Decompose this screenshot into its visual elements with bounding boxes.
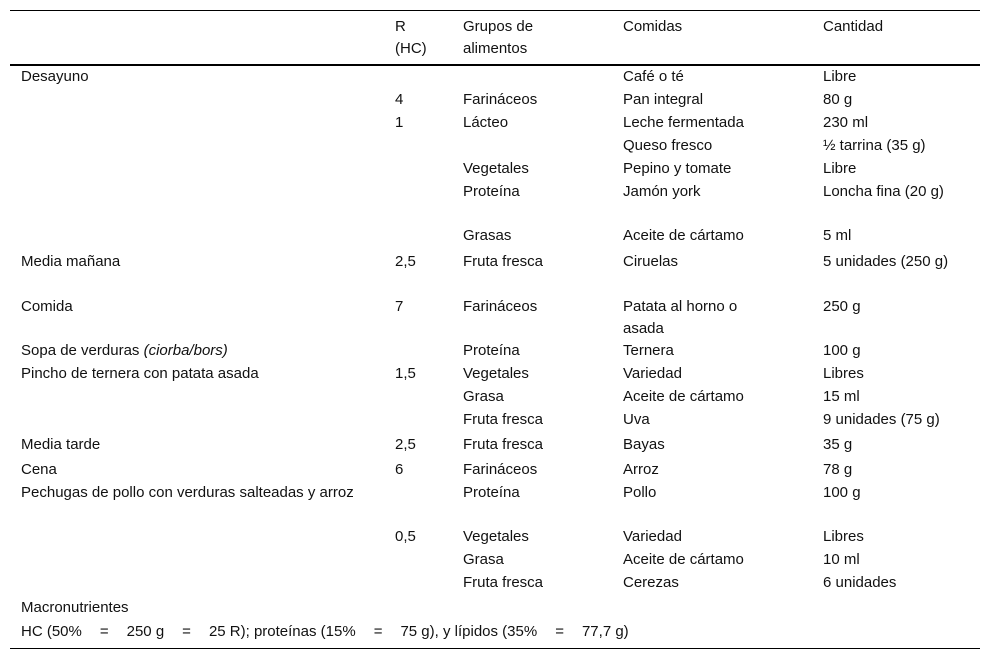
row-comida: Cerezas	[623, 574, 679, 591]
row-grupo: Fruta fresca	[463, 436, 544, 453]
header-r	[395, 16, 427, 60]
row-grupo: Proteína	[463, 342, 520, 359]
row-desc	[21, 340, 228, 362]
row-cantidad: Libres	[823, 365, 864, 382]
row-r: 1,5	[395, 365, 416, 382]
row-comida: Ternera	[623, 342, 674, 359]
row-r: 4	[395, 91, 404, 108]
row-grupo: Vegetales	[463, 160, 529, 177]
row-grupo: Fruta fresca	[463, 253, 544, 270]
row-grupo: Proteína	[463, 183, 520, 200]
row-desc-plain: Sopa de verduras	[21, 342, 144, 359]
row-cantidad: 9 unidades (75 g)	[823, 411, 940, 428]
row-grupo: Proteína	[463, 484, 520, 501]
row-comida: Pan integral	[623, 91, 704, 108]
row-cantidad: 5 unidades (250 g)	[823, 253, 949, 270]
header-cantidad: Cantidad	[823, 18, 884, 35]
row-desc: Media tarde	[21, 436, 101, 453]
table-top-rule	[10, 10, 980, 11]
row-comida: Variedad	[623, 365, 682, 382]
row-grupo: Vegetales	[463, 365, 529, 382]
row-comida: Arroz	[623, 461, 659, 478]
row-cantidad: 5 ml	[823, 227, 852, 244]
footer-eq: =	[182, 623, 191, 640]
row-desc: Comida	[21, 298, 73, 315]
row-grupo: Farináceos	[463, 461, 538, 478]
row-grupo: Lácteo	[463, 114, 509, 131]
row-comida: Aceite de cártamo	[623, 388, 744, 405]
footer-proteinas: 25 R); proteínas (15%	[208, 623, 356, 640]
header-grupos-line1: Grupos de	[463, 18, 534, 35]
row-grupo: Grasas	[463, 227, 512, 244]
header-grupos	[463, 16, 533, 60]
header-comidas: Comidas	[623, 18, 683, 35]
footer-hc-grams: 250 g	[126, 623, 165, 640]
row-cantidad: ½ tarrina (35 g)	[823, 137, 926, 154]
header-r-label: R	[395, 18, 406, 35]
footer-title: Macronutrientes	[21, 599, 129, 616]
row-desc: Desayuno	[21, 68, 89, 85]
row-cantidad: 100 g	[823, 342, 861, 359]
row-cantidad: Libre	[823, 160, 857, 177]
row-cantidad: 10 ml	[823, 551, 860, 568]
row-r: 7	[395, 298, 404, 315]
row-desc: Cena	[21, 461, 57, 478]
row-comida: Queso fresco	[623, 137, 713, 154]
row-cantidad: Libre	[823, 68, 857, 85]
row-cantidad: Loncha fina (20 g)	[823, 183, 944, 200]
row-comida: Leche fermentada	[623, 114, 744, 131]
footer-lipidos-grams: 77,7 g)	[581, 623, 629, 640]
row-comida: Pollo	[623, 484, 657, 501]
row-cantidad: 78 g	[823, 461, 853, 478]
footer-eq: =	[373, 623, 383, 640]
row-comida: Ciruelas	[623, 253, 679, 270]
row-r: 2,5	[395, 253, 416, 270]
row-grupo: Farináceos	[463, 91, 538, 108]
row-r: 0,5	[395, 528, 416, 545]
footer-lipidos: 75 g), y lípidos (35%	[400, 623, 538, 640]
header-grupos-line2: alimentos	[463, 40, 528, 57]
row-comida: Bayas	[623, 436, 665, 453]
row-grupo: Fruta fresca	[463, 411, 544, 428]
row-comida: Aceite de cártamo	[623, 551, 744, 568]
row-cantidad: 6 unidades	[823, 574, 897, 591]
row-cantidad: 100 g	[823, 484, 861, 501]
header-r-sub: (HC)	[395, 40, 427, 57]
footer-macros	[21, 621, 629, 643]
row-grupo: Grasa	[463, 388, 504, 405]
row-r: 2,5	[395, 436, 416, 453]
row-desc-italic: (ciorba/bors)	[143, 342, 228, 359]
row-comida: Aceite de cártamo	[623, 227, 744, 244]
footer-hc: HC (50%	[21, 623, 82, 640]
row-comida: Pepino y tomate	[623, 160, 732, 177]
row-grupo: Fruta fresca	[463, 574, 544, 591]
row-cantidad: 35 g	[823, 436, 853, 453]
row-r: 1	[395, 114, 404, 131]
row-cantidad: 15 ml	[823, 388, 860, 405]
row-desc: Media mañana	[21, 253, 121, 270]
row-grupo: Grasa	[463, 551, 504, 568]
table-bottom-rule	[10, 648, 980, 649]
row-cantidad: 80 g	[823, 91, 853, 108]
footer-eq: =	[555, 623, 564, 640]
row-comida: Variedad	[623, 528, 682, 545]
row-desc: Pechugas de pollo con verduras salteadas y arroz	[21, 484, 354, 501]
row-r: 6	[395, 461, 404, 478]
row-grupo: Farináceos	[463, 298, 538, 315]
row-comida: Café o té	[623, 68, 684, 85]
row-comida: Patata al horno o asada	[623, 298, 738, 337]
row-comida: Jamón york	[623, 183, 701, 200]
row-comida: Uva	[623, 411, 650, 428]
row-grupo: Vegetales	[463, 528, 529, 545]
row-cantidad: Libres	[823, 528, 864, 545]
row-cantidad: 230 ml	[823, 114, 869, 131]
row-cantidad: 250 g	[823, 298, 861, 315]
row-desc: Pincho de ternera con patata asada	[21, 365, 259, 382]
footer-eq: =	[99, 623, 109, 640]
